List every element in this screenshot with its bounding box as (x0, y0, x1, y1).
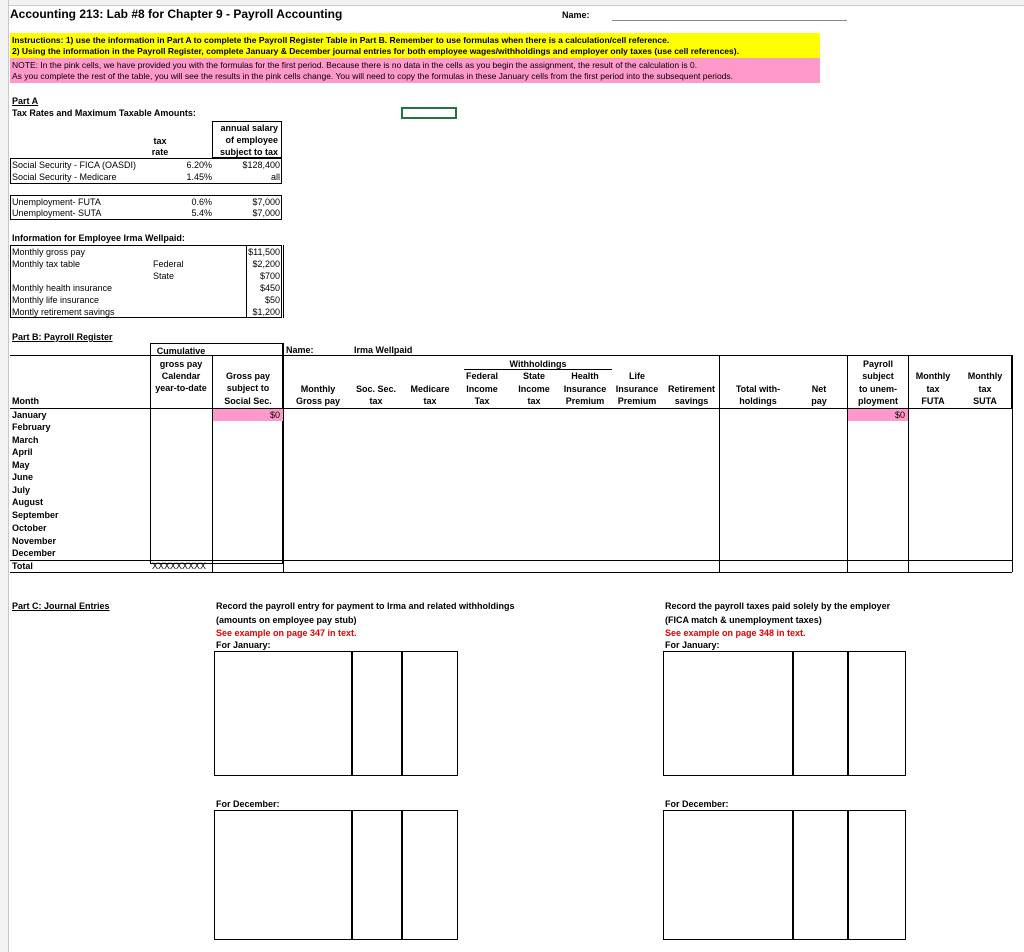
left-december-label: For December: (216, 799, 280, 809)
total-with-header-1: Total with- (735, 384, 781, 394)
dec-employee-journal-desc[interactable] (214, 810, 352, 940)
part-a-title: Part A (12, 96, 39, 106)
month-row: October (12, 523, 47, 533)
total-label: Total (12, 561, 33, 571)
state-header-3: tax (527, 396, 541, 406)
employee-label-4: Monthly life insurance (12, 295, 100, 305)
tax-rate-1: 1.45% (186, 172, 212, 182)
mg-header-2: Gross pay (295, 396, 341, 406)
tax-rate-3: 5.4% (191, 208, 212, 218)
employee-value-4: $50 (264, 295, 280, 305)
health-header-3: Premium (565, 396, 605, 406)
gp-header-1: Gross pay (225, 371, 271, 381)
life-header-2: Insurance (615, 384, 659, 394)
cum-header-2: gross pay (159, 359, 203, 369)
gp-header-3: Social Sec. (224, 396, 272, 406)
tax-rate-2: 0.6% (191, 197, 212, 207)
part-b-title: Part B: Payroll Register (12, 332, 113, 342)
annual-col-header-3: subject to tax (219, 147, 278, 157)
dec-employer-journal-desc[interactable] (663, 810, 793, 940)
dec-employee-journal-credit[interactable] (402, 810, 458, 940)
pink-unemp-value: $0 (894, 410, 905, 420)
tax-max-2: $7,000 (252, 197, 280, 207)
name-input-line[interactable] (612, 20, 847, 21)
col-divider-1 (212, 355, 213, 572)
tax-max-0: $128,400 (242, 160, 280, 170)
tax-label-3: Unemployment- SUTA (12, 208, 102, 218)
employee-value-3: $450 (259, 283, 280, 293)
withholdings-underline (464, 369, 612, 370)
sheet-title: Accounting 213: Lab #8 for Chapter 9 - Payroll Accounting (10, 7, 343, 21)
retirement-header-2: savings (674, 396, 709, 406)
dec-employer-journal-debit[interactable] (793, 810, 848, 940)
rate-col-header: rate (151, 147, 169, 157)
futa-header-2: tax (926, 384, 940, 394)
month-row: January (12, 410, 47, 420)
mg-header-1: Monthly (300, 384, 336, 394)
jan-employee-journal-desc[interactable] (214, 651, 352, 776)
annual-col-header-2: of employee (225, 135, 278, 145)
pink-gross-value: $0 (269, 410, 280, 420)
row-number-strip (0, 0, 9, 952)
net-pay-header-2: pay (811, 396, 827, 406)
annual-header-box (212, 121, 282, 158)
cum-header-3: Calendar (161, 371, 201, 381)
ss-header-1: Soc. Sec. (355, 384, 397, 394)
name-label: Name: (562, 10, 590, 20)
unemp-header-4: ployment (857, 396, 898, 406)
tax-rate-0: 6.20% (186, 160, 212, 170)
right-entry-line-2: (FICA match & unemployment taxes) (665, 615, 822, 625)
employee-value-0: $11,500 (248, 247, 280, 257)
life-header-1: Life (628, 371, 645, 381)
life-header-3: Premium (617, 396, 657, 406)
left-entry-line-4: For January: (216, 640, 271, 650)
month-header: Month (12, 396, 39, 406)
note-line-1: NOTE: In the pink cells, we have provided you with the formulas for the first period. Because there is no data in the cells as you begin the assignment, the result of the calculation is 0. (12, 60, 698, 70)
month-row: May (12, 460, 30, 470)
jan-employer-journal-desc[interactable] (663, 651, 793, 776)
unemp-header-3: to unem- (859, 384, 897, 394)
state-header-2: Income (518, 384, 550, 394)
medicare-header-1: Medicare (410, 384, 450, 394)
instruction-line-2: 2) Using the information in the Payroll Register, complete January & December journal entries for both employee wages/withholdings and employer only taxes (use cell references). (12, 46, 739, 56)
part-a-subtitle: Tax Rates and Maximum Taxable Amounts: (12, 108, 196, 118)
suta-header-3: SUTA (973, 396, 997, 406)
column-header-strip (0, 0, 1024, 6)
state-header-1: State (522, 371, 545, 381)
tax-max-1: all (270, 172, 280, 182)
instruction-line-1: Instructions: 1) use the information in Part A to complete the Payroll Register Table in Part B. Remember to use formulas when there is a calculation/cell reference. (12, 35, 670, 45)
col-divider-2 (283, 343, 284, 572)
month-row: March (12, 435, 39, 445)
left-entry-line-1: Record the payroll entry for payment to Irma and related withholdings (216, 601, 515, 611)
jan-employee-journal-debit[interactable] (352, 651, 402, 776)
suta-header-1: Monthly (967, 371, 1003, 381)
employee-label-1: Monthly tax table (12, 259, 81, 269)
fed-header-3: Tax (474, 396, 490, 406)
net-pay-header-1: Net (811, 384, 827, 394)
dec-employee-journal-debit[interactable] (352, 810, 402, 940)
employee-info-title: Information for Employee Irma Wellpaid: (12, 233, 185, 243)
employee-value-5: $1,200 (252, 307, 280, 317)
ss-header-2: tax (369, 396, 383, 406)
cum-header-1: Cumulative (156, 346, 206, 356)
tax-label-1: Social Security - Medicare (12, 172, 117, 182)
left-entry-line-2: (amounts on employee pay stub) (216, 615, 357, 625)
month-row: September (12, 510, 59, 520)
month-row: July (12, 485, 31, 495)
employee-value-2: $700 (259, 271, 280, 281)
total-with-header-2: holdings (739, 396, 777, 406)
jan-employer-journal-credit[interactable] (848, 651, 906, 776)
total-bottom-line (10, 572, 1012, 573)
futa-header-3: FUTA (921, 396, 945, 406)
medicare-header-2: tax (423, 396, 437, 406)
month-row: August (12, 497, 43, 507)
cum-header-4: year-to-date (155, 383, 207, 393)
tax-max-3: $7,000 (252, 208, 280, 218)
health-header-2: Insurance (563, 384, 607, 394)
jan-employee-journal-credit[interactable] (402, 651, 458, 776)
fed-header-2: Income (466, 384, 498, 394)
right-december-label: For December: (665, 799, 729, 809)
suta-header-2: tax (978, 384, 992, 394)
tax-col-header: tax (153, 136, 167, 146)
retirement-header-1: Retirement (667, 384, 715, 394)
tax-label-0: Social Security - FICA (OASDI) (12, 160, 137, 170)
withholdings-header: Withholdings (509, 359, 567, 369)
selected-cell[interactable] (401, 107, 457, 119)
tax-label-2: Unemployment- FUTA (12, 197, 101, 207)
fed-header-1: Federal (465, 371, 498, 381)
employee-mid-1: Federal (153, 259, 184, 269)
month-row: November (12, 536, 57, 546)
dec-employer-journal-credit[interactable] (848, 810, 906, 940)
month-row: February (12, 422, 51, 432)
part-c-title: Part C: Journal Entries (12, 601, 110, 611)
gp-header-2: subject to (226, 383, 270, 393)
month-row: April (12, 447, 33, 457)
right-entry-line-4: For January: (665, 640, 720, 650)
total-placeholder: XXXXXXXXX (152, 561, 207, 571)
employee-value-1: $2,200 (252, 259, 280, 269)
annual-col-header-1: annual salary (220, 123, 278, 133)
note-line-2: As you complete the rest of the table, you will see the results in the pink cells change. You will need to copy the formulas in these January cells from the first period into the subsequent periods. (12, 71, 734, 81)
health-header-1: Health (571, 371, 599, 381)
right-entry-line-3: See example on page 348 in text. (665, 628, 806, 638)
right-entry-line-1: Record the payroll taxes paid solely by the employer (665, 601, 891, 611)
unemp-header-1: Payroll (862, 359, 893, 369)
employee-label-0: Monthly gross pay (12, 247, 86, 257)
unemp-header-2: subject (862, 371, 894, 381)
register-employee-name: Irma Wellpaid (354, 345, 413, 355)
employee-label-5: Montly retirement savings (12, 307, 115, 317)
employee-mid-2: State (153, 271, 175, 281)
employee-label-3: Monthly health insurance (12, 283, 113, 293)
month-row: June (12, 472, 34, 482)
futa-header-1: Monthly (915, 371, 951, 381)
col-divider-3 (719, 355, 720, 572)
month-row: December (12, 548, 56, 558)
left-entry-line-3: See example on page 347 in text. (216, 628, 357, 638)
jan-employer-journal-debit[interactable] (793, 651, 848, 776)
col-divider-6 (1012, 355, 1013, 572)
register-name-label: Name: (286, 345, 314, 355)
